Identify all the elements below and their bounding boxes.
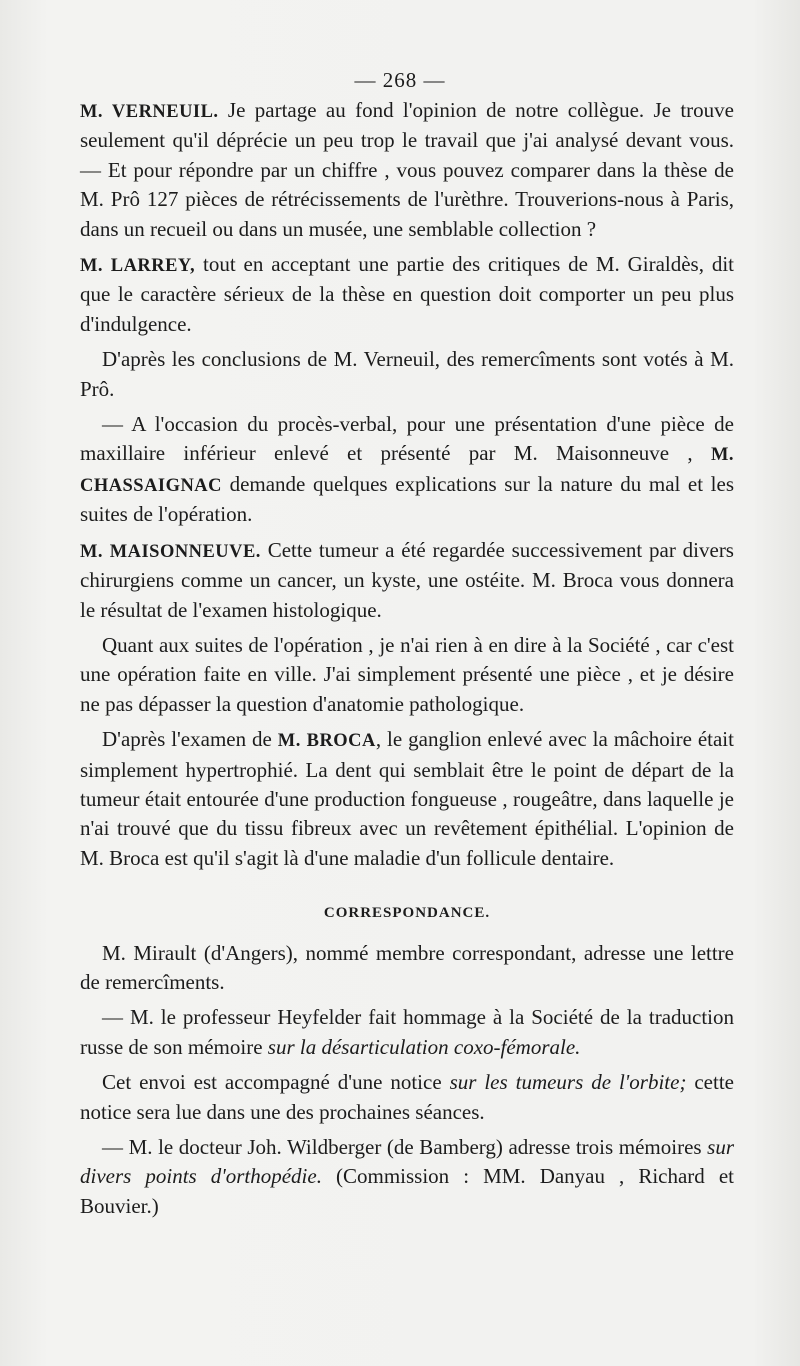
paragraph-heyfelder bbox=[80, 1003, 734, 1062]
paragraph-text: — M. le professeur Heyfelder fait hommage à la Société de la traduction russe de son mémoire bbox=[80, 1005, 734, 1059]
paragraph-text: Cette tumeur a été regardée successivement par divers chirurgiens comme un cancer, un kyste, une ostéite. M. Broca vous donnera le résultat de l'examen histologique. bbox=[80, 537, 734, 622]
speaker-name: M. BROCA bbox=[277, 730, 376, 751]
paragraph-vote: D'après les conclusions de M. Verneuil, des remercîments sont votés à M. Prô. bbox=[80, 347, 734, 401]
paragraph-text: Cet envoi est accompagné d'une notice bbox=[102, 1070, 450, 1095]
paragraph-text: tout en acceptant une partie des critiques de M. Giraldès, dit que le caractère sérieux de la thèse en question doit comporter un peu plus d'indulgence. bbox=[80, 252, 734, 336]
paragraph-text: , le ganglion enlevé avec la mâchoire était simplement hypertrophié. La dent qui semblait être le point de départ de la tumeur était entourée d'une production fongueuse , rougeâtre, dans laquelle je n'ai trouvé que du tissu fibreux avec un revêtement épithélial. L'opinion de M. Broca est qu'il s'agit là d'une maladie d'un follicule dentaire. bbox=[80, 727, 734, 870]
section-heading: CORRESPONDANCE. bbox=[323, 905, 491, 922]
paragraph-maisonneuve bbox=[80, 536, 734, 625]
italic-title: sur divers points d'orthopédie. bbox=[80, 1135, 734, 1189]
paragraph-text: — M. le docteur Joh. Wildberger (de Bamberg) adresse trois mémoires bbox=[102, 1135, 708, 1159]
paragraph-suites: Quant aux suites de l'opération , je n'ai rien à en dire à la Société , car c'est une opération faite en ville. J'ai simplement présenté une pièce , et je désire ne pas dépasser la question d'anatomie pathologique. bbox=[80, 632, 734, 716]
body-text bbox=[80, 96, 734, 1227]
paragraph-proces-verbal bbox=[80, 410, 734, 530]
paragraph-mirault: M. Mirault (d'Angers), nommé membre correspondant, adresse une lettre de remercîments. bbox=[80, 940, 734, 994]
paragraph-text: — A l'occasion du procès-verbal, pour une présentation d'une pièce de maxillaire inférieur enlevé et présenté par M. Maisonneuve , bbox=[80, 412, 734, 466]
speaker-name: M. MAISONNEUVE. bbox=[80, 540, 261, 561]
paragraph-larrey bbox=[80, 250, 734, 339]
paragraph-text: Je partage au fond l'opinion de notre collègue. Je trouve seulement qu'il déprécie un peu trop le travail que j'ai analysé devant vous. — Et pour répondre par un chiffre , vous pouvez comparer dans la thèse de M. Prô 127 pièces de rétrécissements de l'urèthre. Trouverions-nous à Paris, dans un recueil ou dans un musée, une semblable collection ? bbox=[80, 98, 734, 241]
speaker-name: M. CHASSAIGNAC bbox=[80, 444, 734, 495]
speaker-name: M. VERNEUIL. bbox=[80, 101, 219, 121]
paragraph-verneuil bbox=[80, 96, 734, 244]
paragraph-wildberger bbox=[80, 1133, 734, 1221]
paragraph-text: D'après l'examen de bbox=[102, 727, 278, 752]
paragraph-notice bbox=[80, 1068, 734, 1127]
italic-title: sur la désarticulation coxo-fémorale. bbox=[267, 1034, 581, 1059]
paragraph-text: cette notice sera lue dans une des prochaines séances. bbox=[80, 1070, 734, 1124]
paragraph-text: demande quelques explications sur la nature du mal et les suites de l'opération. bbox=[80, 471, 734, 527]
paragraph-broca bbox=[80, 725, 734, 873]
italic-title: sur les tumeurs de l'orbite; bbox=[449, 1070, 687, 1095]
paragraph-text: (Commission : MM. Danyau , Richard et Bouvier.) bbox=[80, 1164, 734, 1218]
speaker-name: M. LARREY, bbox=[80, 255, 196, 276]
page-number: — 268 — bbox=[354, 68, 446, 92]
